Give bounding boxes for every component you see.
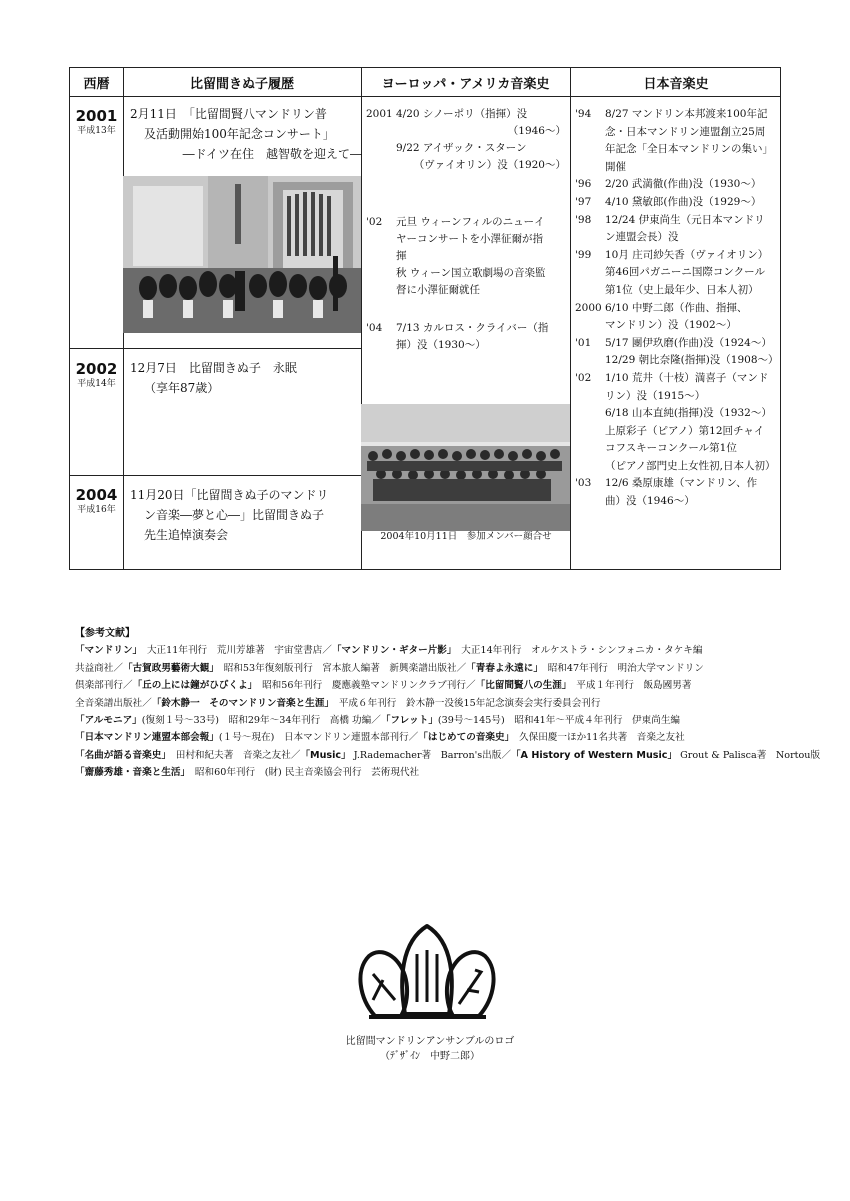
event-year: '96 [575,178,592,191]
europe-event-2001 [366,106,566,174]
reference-text: 共益商社／ [75,662,123,674]
group-photo-image [361,404,570,531]
event-line: ヤーコンサートを小澤征爾が指 [396,233,543,245]
reference-text: Grout & Palisca著 Nortou版 [677,749,821,761]
reference-title: 「はじめての音楽史」 [418,732,510,744]
group-photo-caption: 2004年10月11日 参加メンバー顔合せ [380,531,552,542]
reference-text: 田村和紀夫著 音楽之友社／ [166,749,301,761]
reference-text: 大正14年刊行 オルケストラ・シンフォニカ・タケキ編 [451,645,703,657]
event-line: 6/10 中野二郎（作曲、指揮、 [605,301,748,314]
japan-event [575,247,780,300]
bio-entry-2001 [130,104,362,164]
event-line: 元旦 ウィーンフィルのニューイ [396,216,545,228]
event-line: （1946〜） [507,125,566,137]
event-line: 曲）没（1946〜） [605,495,695,508]
header-europe-america: ヨーロッパ・アメリカ音楽史 [381,76,550,92]
reference-title: 「古賀政男藝術大観」 [122,662,215,674]
reference-text: 平成６年刊行 鈴木静一没後15年記念演奏会実行委員会刊行 [329,697,601,709]
europe-event-2004 [366,320,566,354]
bio-line: 2月11日 「比留間賢八マンドリン普 [130,107,327,121]
event-line: マンドリン）没（1902〜） [605,319,737,332]
year-label: 2002 [75,360,118,378]
event-line: 4/20 シノーポリ（指揮）没 [396,108,528,120]
event-line: 4/10 黛敏郎(作曲)没（1929〜） [605,195,762,208]
column-divider [570,68,571,569]
reference-line [75,660,795,677]
logo-caption [330,1034,530,1064]
header-divider [70,96,780,97]
bio-line: 先生追悼演奏会 [144,528,229,542]
event-line: 9/22 アイザック・スターン [396,142,527,154]
reference-title: 「A History of Western Music」 [510,749,678,761]
reference-line [75,747,821,764]
event-line: 12/29 朝比奈隆(指揮)没（1908〜） [605,354,779,367]
event-year: '02 [575,371,592,384]
reference-title: 「マンドリン・ギター片影」 [331,645,452,657]
header-year: 西暦 [83,76,110,92]
logo-caption-line: （ﾃﾞｻﾞｲﾝ 中野二郎） [380,1051,480,1062]
reference-title: 「青春よ永遠に」 [466,662,539,674]
event-year: '94 [575,108,592,120]
reference-line [75,729,795,746]
year-cell-2004 [70,486,123,516]
event-line: 7/13 カルロス・クライバー（指 [396,322,549,334]
japan-event [575,475,780,510]
event-line: リン）没（1915〜） [605,389,706,402]
reference-title: 「フレット」 [380,715,438,727]
event-line: （ピアノ部門史上女性初,日本人初） [605,459,776,472]
event-line: （ヴァイオリン）没（1920〜） [413,159,566,171]
bio-line: 11月20日「比留間きぬ子のマンドリ [130,488,329,502]
references [75,625,821,782]
header-biography: 比留間きぬ子履歴 [189,76,294,92]
japan-event [575,176,780,194]
era-label: 平成14年 [77,379,116,389]
reference-title: 「アルモニア」 [75,715,142,727]
concert-photo [123,176,361,333]
reference-title: 「鈴木静一 そのマンドリン音楽と生涯」 [151,697,330,709]
event-line: 1/10 荒井（十枝）満喜子（マンド [605,371,769,384]
event-line: 第1位（史上最年少、日本人初） [605,283,759,296]
history-table [69,67,781,570]
japan-event [575,212,780,247]
reference-text: 久保田慶一ほか11名共著 音楽之友社 [509,732,685,744]
event-line: ン連盟会長）没 [605,231,679,244]
reference-text: (39号〜145号) 昭和41年〜平成４年刊行 伊東尚生編 [437,715,681,727]
event-year: '04 [366,322,383,334]
reference-line [75,764,795,781]
era-label: 平成16年 [77,505,116,515]
event-line: 2/20 武満徹(作曲)没（1930〜） [605,178,762,191]
group-photo [361,404,570,531]
event-line: 念・日本マンドリン連盟創立25周 [605,125,766,138]
event-line: 8/27 マンドリン本邦渡来100年記 [605,108,768,120]
logo-mark-icon [355,920,500,1030]
event-line: 督に小澤征爾就任 [396,284,480,296]
era-label: 平成13年 [77,126,116,136]
japan-event [575,106,780,176]
japan-event [575,300,780,335]
concert-photo-image [123,176,361,333]
japan-event [575,194,780,212]
event-line: 10月 庄司紗矢香（ヴァイオリン） [605,248,769,261]
event-year: '03 [575,477,592,490]
event-line: 揮 [396,250,407,262]
reference-line [75,695,795,712]
row-divider [70,475,361,476]
reference-title: 「マンドリン」 [75,645,138,657]
event-line: 12/6 桑原康雄（マンドリン、作 [605,477,758,490]
year-label: 2004 [75,486,118,504]
reference-text: 昭和60年刊行 (財) 民主音楽協会刊行 芸術現代社 [185,767,420,779]
reference-title: 「齋藤秀雄・音楽と生活」 [75,767,186,779]
references-heading: 【参考文献】 [75,628,135,639]
japan-history [575,106,780,511]
event-line: 6/18 山本直純(指揮)没（1932〜） [605,407,772,420]
reference-text: (１号〜現在) 日本マンドリン連盟本部刊行／ [218,732,419,744]
event-year: '01 [575,336,592,349]
header-japan: 日本音楽史 [643,76,709,92]
reference-text: 大正11年刊行 荒川芳雄著 宇宙堂書店／ [137,645,332,657]
event-year: 2000 [575,301,602,314]
row-divider [70,348,361,349]
event-year: '99 [575,248,592,261]
japan-event [575,335,780,370]
reference-line [75,677,795,694]
bio-line: ―ドイツ在住 越智敬を迎えて― [182,147,362,161]
europe-event-2002 [366,214,566,299]
reference-title: 「名曲が語る音楽史」 [75,749,167,761]
event-line: 第46回パガニーニ国際コンクール [605,266,765,279]
event-year: '02 [366,216,383,228]
bio-line: 及活動開始100年記念コンサート」 [144,127,335,141]
japan-event [575,370,780,476]
year-cell-2002 [70,360,123,390]
event-year: '98 [575,213,592,226]
event-year: 2001 [366,108,393,120]
bio-entry-2004 [130,485,362,545]
reference-title: 「日本マンドリン連盟本部会報」 [75,732,219,744]
event-line: 5/17 團伊玖磨(作曲)没（1924〜） [605,336,772,349]
reference-text: 平成１年刊行 飯島國男著 [566,680,692,692]
logo-caption-line: 比留間マンドリンアンサンブルのロゴ [345,1036,515,1047]
ensemble-logo [355,920,500,1030]
event-line: 揮）没（1930〜） [396,339,486,351]
reference-text: 昭和53年復刻版刊行 宮本旅人編著 新興楽譜出版社／ [214,662,467,674]
references-list [75,642,821,781]
reference-text: 倶楽部刊行／ [75,680,133,692]
event-line: 秋 ウィーン国立歌劇場の音楽監 [396,267,546,279]
reference-title: 「Music」 [300,749,351,761]
reference-text: (復刻１号〜33号) 昭和29年〜34年刊行 高橋 功編／ [141,715,381,727]
event-line: 開催 [605,160,626,173]
event-line: コフスキーコンクール第1位 [605,442,737,455]
year-cell-2001 [70,107,123,137]
bio-line: 12月7日 比留間きぬ子 永眠 [130,361,297,375]
bio-entry-2002 [130,358,362,398]
event-line: 上原彩子（ピアノ）第12回チャイ [605,424,765,437]
bio-line: （享年87歳） [144,381,220,395]
reference-text: 昭和47年刊行 明治大学マンドリン [538,662,704,674]
reference-title: 「比留間賢八の生涯」 [475,680,567,692]
year-label: 2001 [75,107,118,125]
reference-title: 「丘の上には鐘がひびくよ」 [132,680,253,692]
reference-text: 昭和56年刊行 慶應義塾マンドリンクラブ刊行／ [252,680,476,692]
reference-line [75,712,795,729]
event-line: 年記念「全日本マンドリンの集い」 [605,143,773,156]
event-year: '97 [575,195,592,208]
event-line: 12/24 伊東尚生（元日本マンドリ [605,213,765,226]
reference-line [75,642,795,659]
reference-text: 全音楽譜出版社／ [75,697,152,709]
bio-line: ン音楽―夢と心―」比留間きぬ子 [144,508,325,522]
reference-text: J.Rademacher著 Barron's出版／ [350,749,511,761]
